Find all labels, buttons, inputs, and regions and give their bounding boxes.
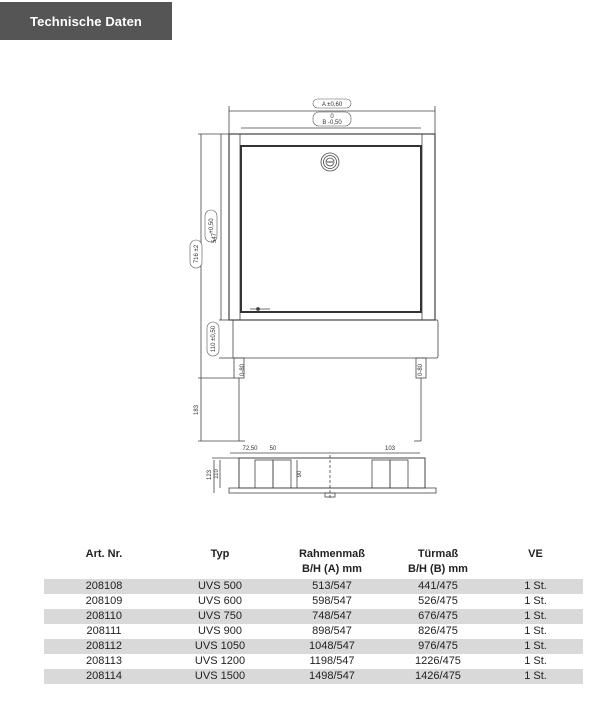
cell-rahmenmass: 513/547 <box>276 579 388 594</box>
cell-typ: UVS 1050 <box>164 639 276 654</box>
spec-table <box>44 547 583 684</box>
cell-typ: UVS 1200 <box>194 655 246 667</box>
cell-rahmenmass: 898/547 <box>312 625 352 637</box>
dim-b: B -0,50 <box>322 120 342 126</box>
dim-adjust-right: 0-80 <box>418 363 424 377</box>
cell-tuermass: 976/475 <box>388 639 488 654</box>
col-tuermass: Türmaß B/H (B) mm <box>408 548 468 575</box>
cell-typ: UVS 900 <box>197 625 243 637</box>
cell-rahmenmass: 1198/547 <box>309 655 355 667</box>
cell-ve: 1 St. <box>524 595 547 607</box>
cell-ve: 1 St. <box>488 579 583 594</box>
table-row <box>44 669 583 684</box>
dim-plinth: 110 ±0,50 <box>211 325 217 353</box>
dim-b-top: 0 <box>330 114 334 120</box>
cell-rahmenmass: 598/547 <box>312 595 352 607</box>
dim-adjust-left: 0-80 <box>240 363 246 377</box>
cell-typ: UVS 500 <box>164 579 276 594</box>
col-rahmenmass: Rahmenmaß B/H (A) mm <box>298 548 366 575</box>
cell-tuermass: 526/475 <box>418 595 458 607</box>
table-row <box>44 594 583 609</box>
cell-art-nr: 208111 <box>86 625 122 637</box>
dim-depth-inner: 110 <box>214 469 220 479</box>
col-art-nr: Art. Nr. <box>85 548 123 560</box>
table-row <box>44 639 583 654</box>
col-typ: Typ <box>210 548 230 560</box>
dim-foot: 183 <box>194 404 200 416</box>
cell-tuermass: 1226/475 <box>415 655 461 667</box>
cell-ve: 1 St. <box>488 639 583 654</box>
cell-art-nr: 208109 <box>85 595 123 607</box>
cell-art-nr: 208108 <box>44 579 164 594</box>
cell-rahmenmass: 1498/547 <box>276 669 388 684</box>
cell-tuermass: 441/475 <box>388 579 488 594</box>
cell-art-nr: 208113 <box>86 655 122 667</box>
cell-typ: UVS 600 <box>197 595 243 607</box>
table-row <box>44 624 583 639</box>
table-row <box>44 609 583 624</box>
dim-slot-height: 90 <box>297 470 303 478</box>
cell-ve: 1 St. <box>488 669 583 684</box>
cell-tuermass: 676/475 <box>388 609 488 624</box>
col-ve: VE <box>528 548 543 560</box>
cell-typ: UVS 1500 <box>164 669 276 684</box>
dim-door-tol: +0,50 <box>209 218 215 234</box>
cell-rahmenmass: 748/547 <box>276 609 388 624</box>
cell-art-nr: 208110 <box>44 609 164 624</box>
cell-art-nr: 208112 <box>44 639 164 654</box>
table-header-row <box>44 547 583 579</box>
cell-tuermass: 826/475 <box>418 625 458 637</box>
section-title: Technische Daten <box>0 2 172 40</box>
dim-depth-outer: 123 <box>207 469 213 481</box>
cell-typ: UVS 750 <box>164 609 276 624</box>
dim-door-height: 547 <box>212 232 218 244</box>
cell-ve: 1 St. <box>488 609 583 624</box>
dim-total-height: 716 ±2 <box>194 244 200 264</box>
dim-a: A ±0,60 <box>321 102 343 108</box>
cell-rahmenmass: 1048/547 <box>276 639 388 654</box>
table-row <box>44 654 583 669</box>
dim-offset: 72,50 <box>242 446 258 452</box>
cell-ve: 1 St. <box>524 625 547 637</box>
dim-slot-spacing: 103 <box>384 446 396 452</box>
table-row <box>44 579 583 594</box>
dim-slot-width: 50 <box>269 446 277 452</box>
cell-tuermass: 1426/475 <box>388 669 488 684</box>
cell-ve: 1 St. <box>524 655 547 667</box>
cell-art-nr: 208114 <box>44 669 164 684</box>
